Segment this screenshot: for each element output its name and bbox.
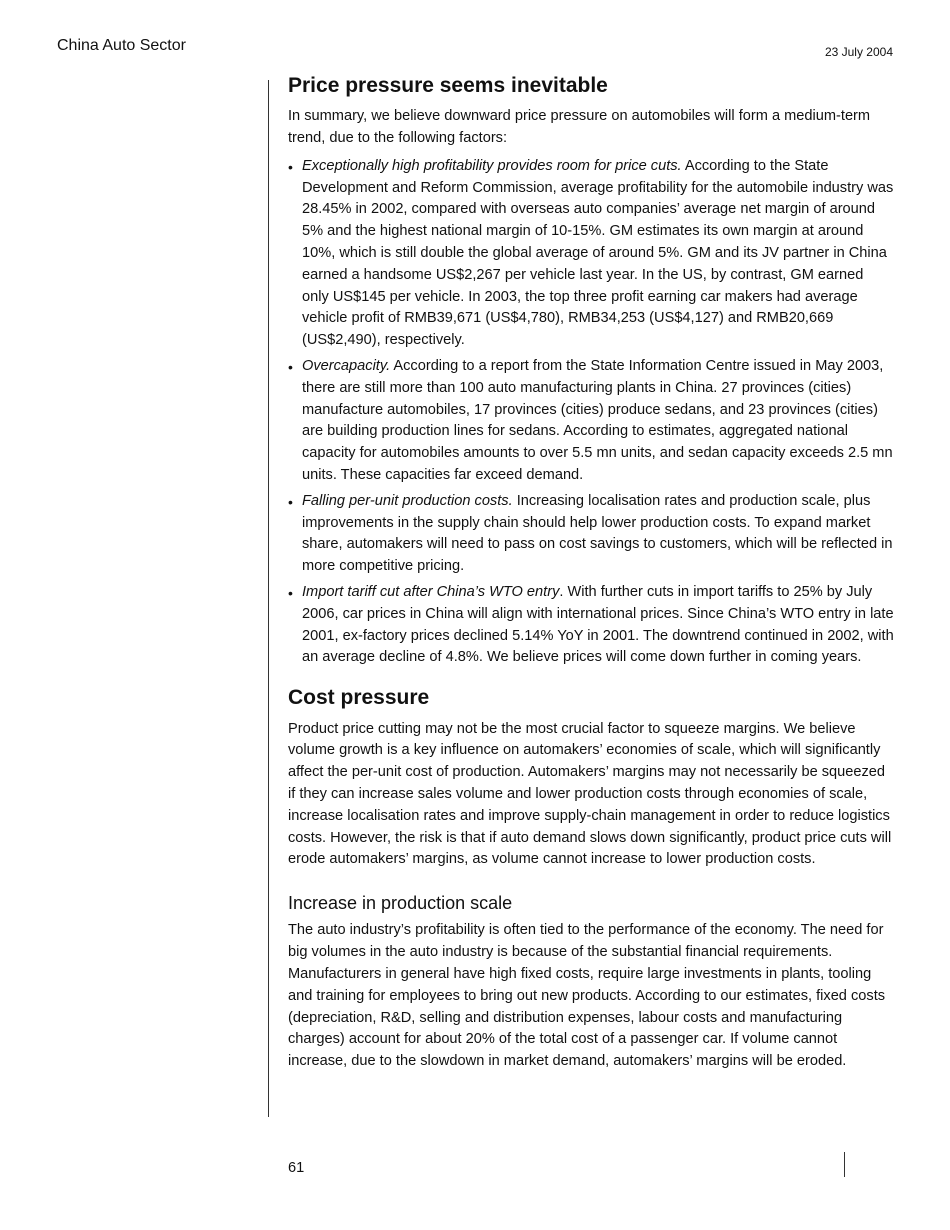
- list-item: [288, 356, 894, 487]
- list-item-lead: Falling per-unit production costs.: [302, 492, 513, 509]
- footer-rule: [844, 1152, 845, 1177]
- subheading-production-scale: Increase in production scale: [288, 893, 513, 914]
- list-item: [288, 156, 894, 352]
- intro-paragraph: In summary, we believe downward price pressure on automobiles will form a medium-term trend, due to the following factors:: [288, 108, 871, 147]
- list-item-lead: Import tariff cut after China’s WTO entry: [302, 584, 560, 601]
- list-item: [288, 491, 894, 578]
- section-heading-cost-pressure: Cost pressure: [288, 686, 430, 710]
- production-scale-paragraph: The auto industry’s profitability is often tied to the performance of the economy. The need for big volumes in the auto industry is because of the substantial financial requirements. Manufacturers in general have high fixed costs, require large investments in plants, tooling and training for employees to bring out new products. According to our estimates, fixed costs (depreciation, R&D, selling and distribution expenses, labour costs and manufacturing charges) account for about 20% of the total cost of a passenger car. If volume cannot increase, due to the slowdown in market demand, automakers’ margins will be eroded.: [288, 922, 886, 1070]
- list-item-body: . With further cuts in import tariffs to 25% by July 2006, car prices in China will align with international prices. Since China’s WTO entry in late 2001, ex-factory prices declined 5.14% YoY in 2001. The downtrend continued in 2002, with an average decline of 4.8%. We believe prices will come down further in coming years.: [302, 584, 894, 666]
- list-item-lead: Exceptionally high profitability provides room for price cuts.: [302, 157, 682, 174]
- bullet-icon: •: [288, 493, 293, 510]
- document-series-title: China Auto Sector: [57, 37, 186, 54]
- factor-list: [288, 156, 894, 669]
- bullet-icon: •: [288, 158, 293, 175]
- bullet-icon: •: [288, 585, 293, 602]
- document-date: 23 July 2004: [824, 45, 893, 59]
- list-item-body: According to a report from the State Information Centre issued in May 2003, there are still more than 100 auto manufacturing plants in China. 27 provinces (cities) manufacture automobiles, 17 provinces (cities) produce sedans, and 23 provinces (cities) are building production lines for sedans. According to estimates, aggregated national capacity for automobiles amounts to over 5.5 mn units, and sedan capacity exceeds 2.5 mn units. These capacities far exceed demand.: [302, 358, 893, 484]
- list-item-lead: Overcapacity.: [302, 358, 391, 375]
- page-number: 61: [288, 1160, 305, 1176]
- list-item-body: Increasing localisation rates and production scale, plus improvements in the supply chain should help lower production costs. To expand market share, automakers will need to pass on cost savings to customers, which will be reflected in more competitive pricing.: [302, 492, 893, 575]
- cost-pressure-paragraph: Product price cutting may not be the most crucial factor to squeeze margins. We believe volume growth is a key influence on automakers’ economies of scale, which will significantly affect the per-unit cost of production. Automakers’ margins may not necessarily be squeezed if they can increase sales volume and lower production costs through economies of scale, increase localisation rates and improve supply-chain management in order to reduce logistics costs. However, the risk is that if auto demand slows down significantly, product price cuts will erode automakers’ margins, as volume cannot increase to lower production costs.: [288, 720, 892, 868]
- bullet-icon: •: [288, 359, 293, 376]
- section-heading-price-pressure: Price pressure seems inevitable: [288, 74, 608, 97]
- main-content: [288, 72, 894, 1079]
- left-margin-rule: [268, 80, 269, 1117]
- list-item-body: According to the State Development and Reform Commission, average profitability for the automobile industry was 28.45% in 2002, compared with overseas auto companies’ average net margin of around 5% and the highest national margin of 10-15%. GM estimates its own margin at around 10%, which is still double the global average of around 5%. GM and its JV partner in China earned a handsome US$2,267 per vehicle last year. In the US, by contrast, GM earned only US$145 per vehicle. In 2003, the top three profit earning car makers had average vehicle profit of RMB39,671 (US$4,780), RMB34,253 (US$4,127) and RMB20,669 (US$2,490), respectively.: [302, 157, 894, 349]
- list-item: [288, 582, 894, 669]
